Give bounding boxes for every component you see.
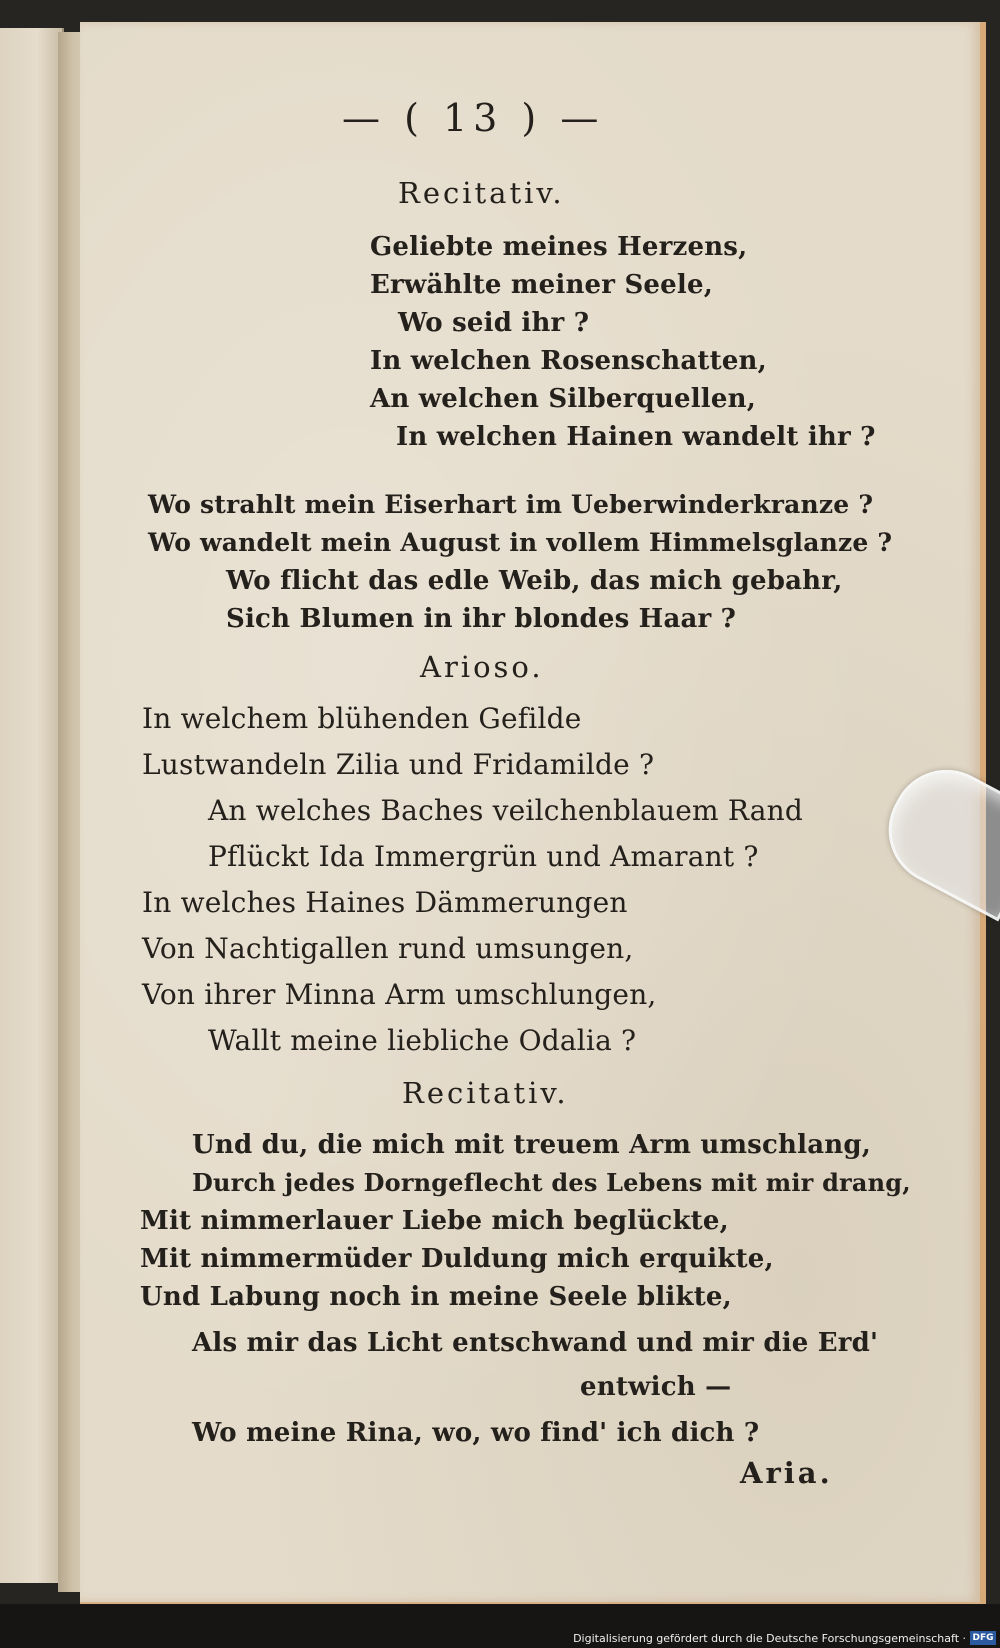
text-line: In welchen Rosenschatten, bbox=[370, 346, 767, 376]
text-line: In welches Haines Dämmerungen bbox=[142, 886, 628, 919]
book-page bbox=[80, 22, 986, 1606]
text-line: In welchem blühenden Gefilde bbox=[142, 702, 582, 735]
text-line: Geliebte meines Herzens, bbox=[370, 232, 748, 262]
footer-credit: Digitalisierung gefördert durch die Deutsche Forschungsgemeinschaft · bbox=[573, 1632, 966, 1645]
section-heading-aria: Aria. bbox=[740, 1456, 833, 1490]
section-heading-recitativ-1: Recitativ. bbox=[398, 176, 565, 210]
text-line: Von Nachtigallen rund umsungen, bbox=[142, 932, 634, 965]
text-line: Erwählte meiner Seele, bbox=[370, 270, 713, 300]
text-line: Mit nimmermüder Duldung mich erquikte, bbox=[140, 1244, 774, 1274]
text-line: Und du, die mich mit treuem Arm umschlang, bbox=[192, 1130, 872, 1160]
section-heading-recitativ-2: Recitativ. bbox=[402, 1076, 569, 1110]
text-line: Von ihrer Minna Arm umschlungen, bbox=[142, 978, 657, 1011]
text-line: entwich — bbox=[580, 1372, 732, 1402]
text-line: In welchen Hainen wandelt ihr ? bbox=[396, 422, 876, 452]
page-number: — ( 13 ) — bbox=[342, 96, 605, 140]
text-line: Pflückt Ida Immergrün und Amarant ? bbox=[208, 840, 759, 873]
text-line: Und Labung noch in meine Seele blikte, bbox=[140, 1282, 732, 1312]
text-line: Wo seid ihr ? bbox=[398, 308, 590, 338]
section-heading-arioso: Arioso. bbox=[420, 650, 544, 684]
text-line: Durch jedes Dorngeflecht des Lebens mit mir drang, bbox=[192, 1168, 911, 1197]
text-line: Wo flicht das edle Weib, das mich gebahr, bbox=[226, 566, 843, 596]
text-line: Wo meine Rina, wo, wo find' ich dich ? bbox=[192, 1418, 760, 1448]
dfg-logo: DFG bbox=[970, 1631, 996, 1645]
text-line: Sich Blumen in ihr blondes Haar ? bbox=[226, 604, 737, 634]
text-line: Mit nimmerlauer Liebe mich beglückte, bbox=[140, 1206, 729, 1236]
left-page-edge bbox=[0, 28, 64, 1583]
text-line: Lustwandeln Zilia und Fridamilde ? bbox=[142, 748, 655, 781]
text-line: Als mir das Licht entschwand und mir die Erd' bbox=[192, 1328, 879, 1358]
text-line: An welches Baches veilchenblauem Rand bbox=[208, 794, 804, 827]
text-line: Wo strahlt mein Eiserhart im Ueberwinderkranze ? bbox=[148, 490, 874, 519]
text-line: Wallt meine liebliche Odalia ? bbox=[208, 1024, 637, 1057]
text-line: An welchen Silberquellen, bbox=[370, 384, 756, 414]
text-line: Wo wandelt mein August in vollem Himmelsglanze ? bbox=[148, 528, 893, 557]
